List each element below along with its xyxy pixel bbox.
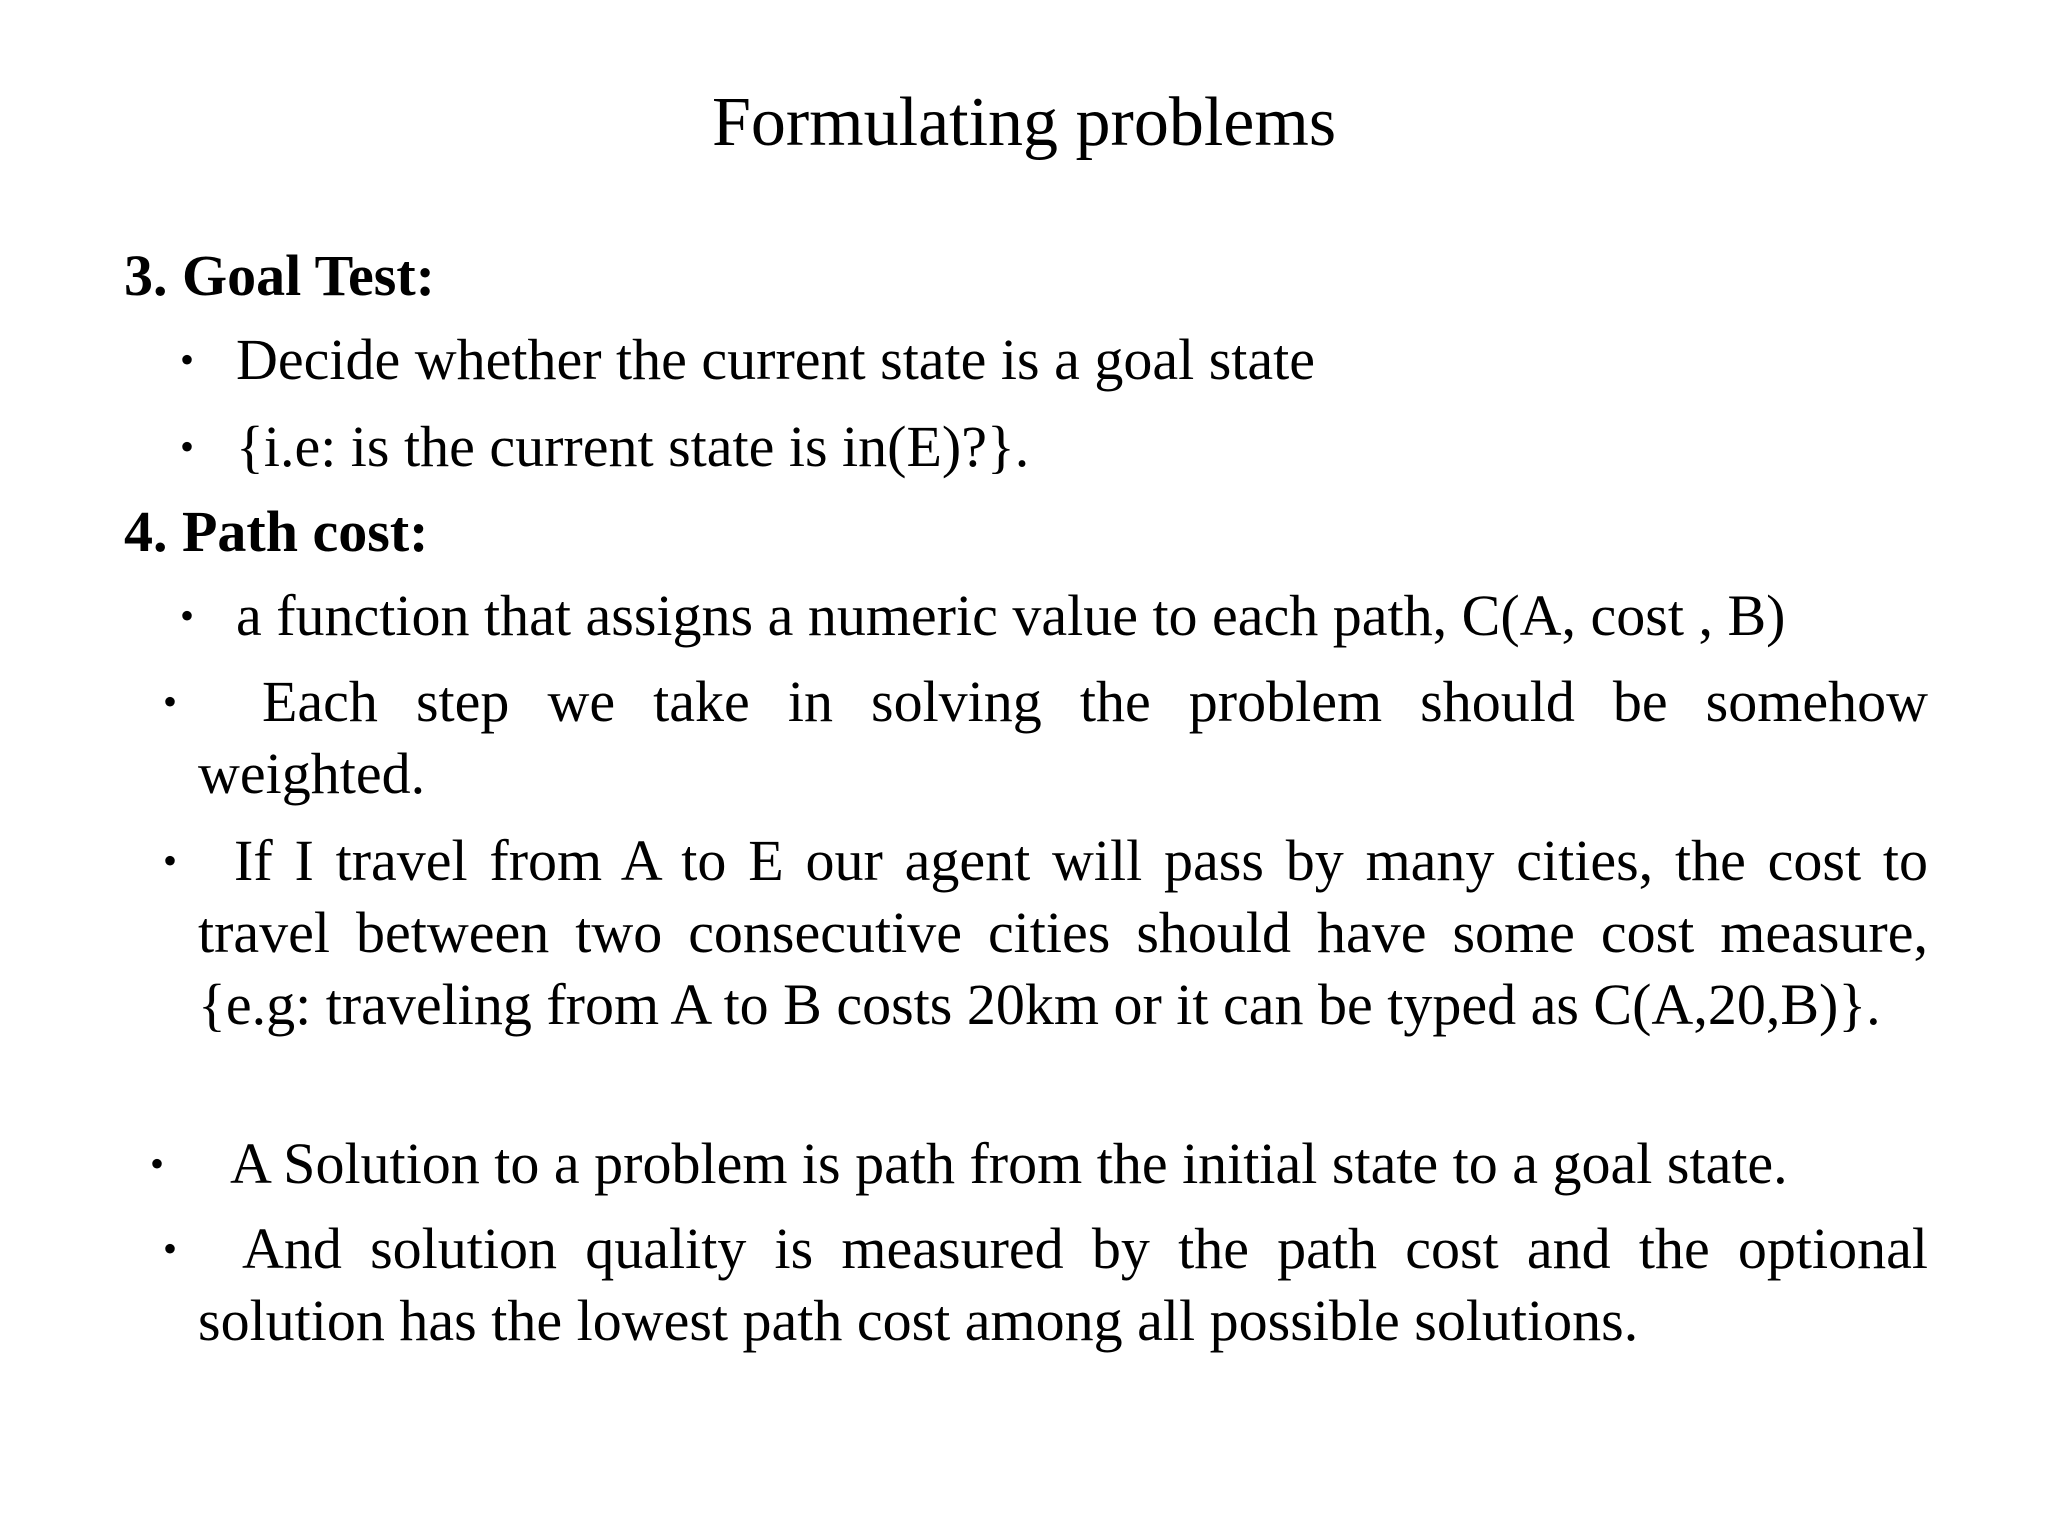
bullet-icon: • (180, 337, 195, 382)
bullet-icon: • (150, 1141, 165, 1186)
bullet-icon: • (163, 1226, 178, 1271)
list-item: Each step we take in solving the problem should be somehow weighted. (198, 669, 1928, 806)
list-item: If I travel from A to E our agent will pass by many cities, the cost to travel between two consecutive cities should have some cost measure, {e.g: traveling from A to B costs 20km or it can be typed as C(A,20,B)}. (198, 828, 1928, 1037)
bullet-icon: • (163, 679, 178, 724)
slide-title: Formulating problems (711, 84, 1337, 161)
bullet-icon: • (163, 838, 178, 883)
list-item: And solution quality is measured by the path cost and the optional solution has the lowest path cost among all possible solutions. (198, 1216, 1928, 1353)
list-item: a function that assigns a numeric value to each path, C(A, cost , B) (236, 583, 1786, 648)
list-item: {i.e: is the current state is in(E)?}. (236, 414, 1030, 479)
list-item: A Solution to a problem is path from the initial state to a goal state. (230, 1131, 1788, 1196)
section-heading-path-cost: 4. Path cost: (124, 499, 429, 564)
bullet-icon: • (180, 424, 195, 469)
list-item: Decide whether the current state is a goal state (236, 327, 1315, 392)
section-heading-goal-test: 3. Goal Test: (124, 243, 435, 308)
bullet-icon: • (180, 593, 195, 638)
